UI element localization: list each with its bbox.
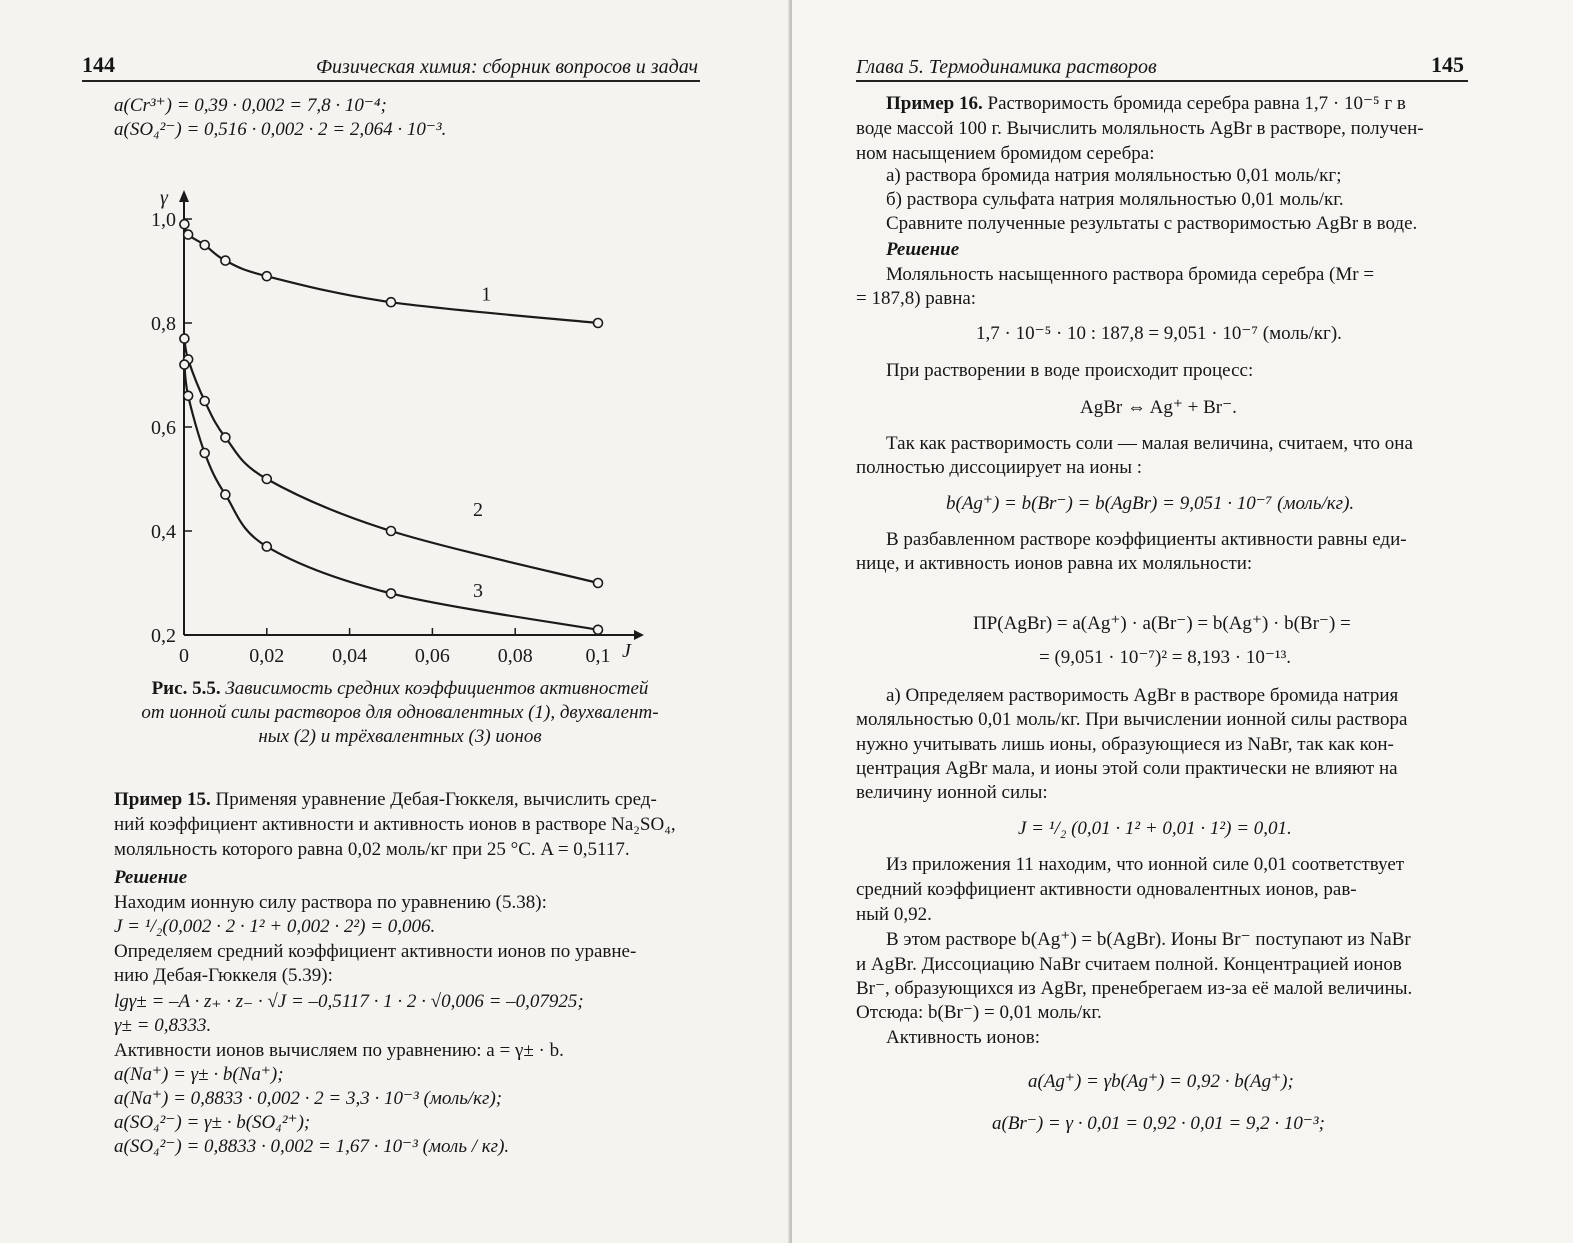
- y-tick-label: 0,4: [151, 521, 176, 543]
- ex15-line-3: нию Дебая-Гюккеля (5.39):: [114, 965, 333, 986]
- body-1: = 187,8) равна:: [856, 288, 977, 309]
- running-title-right: Глава 5. Термодинамика растворов: [856, 56, 1157, 78]
- figure-label: Рис. 5.5.: [151, 678, 221, 699]
- ex15-line-5: γ± = 0,8333.: [114, 1015, 212, 1036]
- data-point: [594, 579, 603, 588]
- data-point: [221, 490, 230, 499]
- ex16-line-4: Сравните полученные результаты с растворимостью AgBr в воде.: [886, 213, 1418, 234]
- body-24: Отсюда: b(Br⁻) = 0,01 моль/кг.: [856, 1002, 1102, 1023]
- ex15-line-10: a(SO₄²⁻) = 0,8833 · 0,002 = 1,67 · 10⁻³ (моль / кг).: [114, 1136, 510, 1157]
- data-point: [262, 272, 271, 281]
- y-tick-label: 1,0: [151, 209, 176, 231]
- body-4: AgBr ⇔ Ag⁺ + Br⁻.: [1080, 397, 1237, 418]
- body-7: b(Ag⁺) = b(Br⁻) = b(AgBr) = 9,051 · 10⁻⁷ (моль/кг).: [946, 493, 1355, 514]
- data-point: [262, 542, 271, 551]
- body-15: центрация AgBr мала, и ионы этой соли практически не влияют на: [856, 758, 1398, 779]
- example15-intro-1: Применяя уравнение Дебая-Гюккеля, вычислить сред-: [210, 789, 657, 810]
- series-label-2: 2: [472, 499, 483, 522]
- x-tick-label: 0,1: [585, 645, 611, 667]
- x-tick-label: 0,04: [332, 645, 368, 667]
- x-axis-arrow-icon: [634, 630, 644, 640]
- formula-so4: a(SO₄²⁻) = 0,516 · 0,002 · 2 = 2,064 · 10⁻³.: [114, 119, 447, 140]
- y-tick-label: 0,6: [151, 417, 176, 439]
- data-point: [184, 391, 193, 400]
- body-22: и AgBr. Диссоциацию NaBr считаем полной. Концентрацией ионов: [856, 954, 1402, 975]
- y-tick-label: 0,8: [151, 313, 176, 335]
- body-3: При растворении в воде происходит процесс:: [886, 360, 1254, 381]
- page-number-right: 145: [1431, 52, 1464, 77]
- ex15-line-2: Определяем средний коэффициент активности ионов по уравне-: [114, 941, 637, 962]
- caption-line-3: ных (2) и трёхвалентных (3) ионов: [258, 726, 542, 747]
- body-25: Активность ионов:: [886, 1027, 1041, 1048]
- activity-coefficient-chart: [110, 178, 660, 673]
- body-19: средний коэффициент активности одновалентных ионов, рав-: [856, 879, 1357, 900]
- solution-heading-right: Решение: [886, 239, 960, 260]
- data-point: [594, 625, 603, 634]
- data-point: [184, 230, 193, 239]
- body-2: 1,7 · 10⁻⁵ · 10 : 187,8 = 9,051 · 10⁻⁷ (моль/кг).: [976, 323, 1342, 344]
- example16-line-1: [886, 92, 1406, 117]
- body-5: Так как растворимость соли — малая величина, считаем, что она: [886, 433, 1413, 454]
- series-line-2: [184, 339, 598, 583]
- example15-line-3: моляльность которого равна 0,02 моль/кг при 25 °С. A = 0,5117.: [114, 839, 630, 860]
- data-point: [180, 360, 189, 369]
- x-tick-label: 0,02: [249, 645, 285, 667]
- x-tick-label: 0,06: [414, 645, 450, 667]
- data-point: [387, 298, 396, 307]
- ex15-line-9: a(SO₄²⁻) = γ± · b(SO₄²⁺);: [114, 1112, 311, 1133]
- running-head-left: [82, 50, 700, 82]
- data-point: [221, 256, 230, 265]
- example15-line-1: [114, 788, 657, 813]
- example16-label: Пример 16.: [886, 93, 983, 114]
- data-point: [262, 475, 271, 484]
- y-axis-arrow-icon: [179, 190, 189, 202]
- body-12: а) Определяем растворимость AgBr в растворе бромида натрия: [886, 685, 1399, 706]
- body-10: ПР(AgBr) = a(Ag⁺) · a(Br⁻) = b(Ag⁺) · b(Br⁻) =: [973, 613, 1351, 634]
- x-axis-label: J: [622, 640, 631, 662]
- data-point: [221, 433, 230, 442]
- example16-line1-rest: Растворимость бромида серебра равна 1,7 · 10⁻⁵ г в: [982, 93, 1406, 114]
- example15-line-2: ний коэффициент активности и активность ионов в растворе Na₂SO₄,: [114, 814, 676, 835]
- solution-heading-left: Решение: [114, 867, 188, 888]
- y-axis-label: γ: [160, 187, 168, 209]
- ex16-line-1: ном насыщением бромидом серебра:: [856, 143, 1155, 164]
- x-tick-label: 0,08: [497, 645, 533, 667]
- x-tick-label: 0: [179, 645, 189, 667]
- series-line-1: [184, 224, 598, 323]
- caption-line-1: Зависимость средних коэффициентов активностей: [225, 678, 649, 699]
- series-label-3: 3: [472, 579, 483, 602]
- ex16-line-2: а) раствора бромида натрия моляльностью 0,01 моль/кг;: [886, 165, 1342, 186]
- running-head-right: [856, 50, 1468, 82]
- ex15-line-4: lgγ± = –A · z₊ · z₋ · √J = –0,5117 · 1 · 2 · √0,006 = –0,07925;: [114, 991, 584, 1012]
- data-point: [200, 449, 209, 458]
- body-20: ный 0,92.: [856, 904, 932, 925]
- data-point: [200, 397, 209, 406]
- data-point: [594, 319, 603, 328]
- running-title-left: Физическая химия: сборник вопросов и задач: [315, 56, 698, 78]
- ex15-line-7: a(Na⁺) = γ± · b(Na⁺);: [114, 1064, 284, 1085]
- ex15-line-1: J = ¹/₂(0,002 · 2 · 1² + 0,002 · 2²) = 0,006.: [114, 916, 436, 937]
- ex15-line-8: a(Na⁺) = 0,8833 · 0,002 · 2 = 3,3 · 10⁻³ (моль/кг);: [114, 1088, 503, 1109]
- ex16-line-0: воде массой 100 г. Вычислить моляльность AgBr в растворе, получен-: [856, 118, 1424, 139]
- body-13: моляльностью 0,01 моль/кг. При вычислении ионной силы раствора: [856, 709, 1408, 730]
- data-point: [387, 589, 396, 598]
- body-0: Моляльность насыщенного раствора бромида серебра (Mr =: [886, 264, 1375, 285]
- body-27: a(Br⁻) = γ · 0,01 = 0,92 · 0,01 = 9,2 · 10⁻³;: [992, 1113, 1325, 1134]
- example15-label: Пример 15.: [114, 789, 211, 810]
- data-point: [387, 527, 396, 536]
- ex16-line-3: б) раствора сульфата натрия моляльностью 0,01 моль/кг.: [886, 189, 1344, 210]
- body-14: нужно учитывать лишь ионы, образующиеся из NaBr, так как кон-: [856, 734, 1394, 755]
- body-17: J = ¹/₂ (0,01 · 1² + 0,01 · 1²) = 0,01.: [1018, 818, 1292, 839]
- right-page: [792, 0, 1573, 1243]
- data-point: [200, 241, 209, 250]
- ex15-line-0: Находим ионную силу раствора по уравнению (5.38):: [114, 892, 547, 913]
- body-9: нице, и активность ионов равна их моляльности:: [856, 553, 1253, 574]
- body-11: = (9,051 · 10⁻⁷)² = 8,193 · 10⁻¹³.: [1039, 647, 1292, 668]
- body-6: полностью диссоциирует на ионы :: [856, 457, 1143, 478]
- data-point: [180, 220, 189, 229]
- figure-caption: [110, 677, 690, 749]
- data-point: [180, 334, 189, 343]
- ex15-line-6: Активности ионов вычисляем по уравнению: a = γ± · b.: [114, 1040, 564, 1061]
- body-18: Из приложения 11 находим, что ионной силе 0,01 соответствует: [886, 854, 1405, 875]
- formula-cr: a(Cr³⁺) = 0,39 · 0,002 = 7,8 · 10⁻⁴;: [114, 95, 387, 116]
- body-21: В этом растворе b(Ag⁺) = b(AgBr). Ионы Br⁻ поступают из NaBr: [886, 929, 1411, 950]
- y-tick-label: 0,2: [151, 625, 176, 647]
- body-26: a(Ag⁺) = γb(Ag⁺) = 0,92 · b(Ag⁺);: [1028, 1071, 1294, 1092]
- body-23: Br⁻, образующихся из AgBr, пренебрегаем из-за её малой величины.: [856, 978, 1413, 999]
- caption-line-2: от ионной силы растворов для одновалентных (1), двухвалент-: [141, 702, 659, 723]
- body-16: величину ионной силы:: [856, 782, 1048, 803]
- body-8: В разбавленном растворе коэффициенты активности равны еди-: [886, 529, 1407, 550]
- page-number-left: 144: [82, 52, 115, 77]
- series-label-1: 1: [481, 283, 492, 306]
